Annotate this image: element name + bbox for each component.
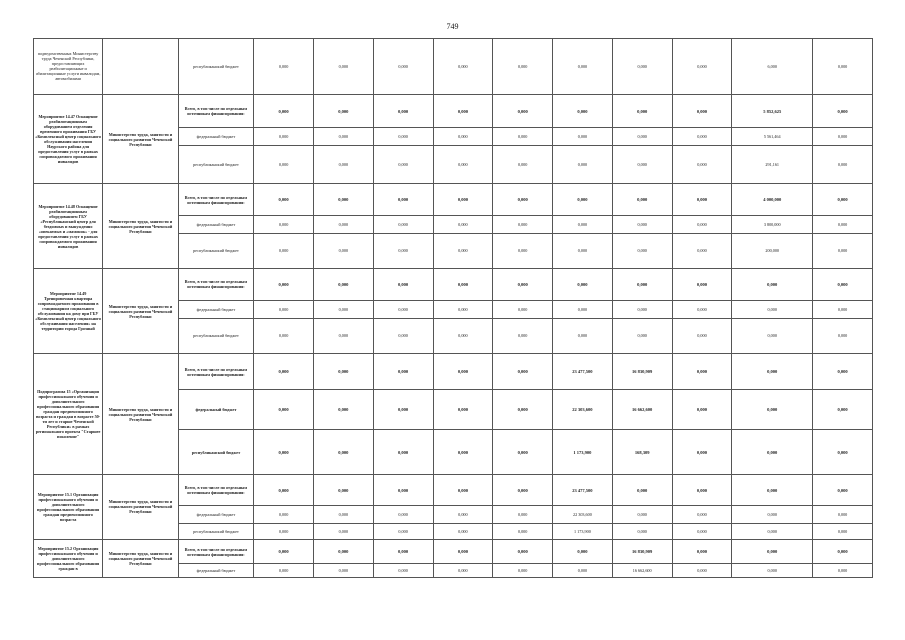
amount-cell: 0,000 <box>493 318 553 354</box>
amount-cell: 0,000 <box>672 506 732 524</box>
amount-cell: 0,000 <box>373 318 433 354</box>
amount-cell: 16 830,909 <box>612 354 672 390</box>
amount-cell: 0,000 <box>373 269 433 300</box>
amount-cell: 0,000 <box>612 184 672 215</box>
funding-source: Всего, в том числе по отдельным источникам финансирования: <box>178 539 254 564</box>
amount-cell: 0,000 <box>313 128 373 146</box>
amount-cell: 0,000 <box>313 524 373 540</box>
amount-cell: 0,000 <box>254 128 314 146</box>
amount-cell: 0,000 <box>493 390 553 430</box>
amount-cell: 0,000 <box>313 390 373 430</box>
funding-source: республиканский бюджет <box>178 233 254 269</box>
amount-cell: 5 852,625 <box>732 94 813 128</box>
amount-cell: 0,000 <box>493 184 553 215</box>
funding-source: федеральный бюджет <box>178 300 254 318</box>
amount-cell: 0,000 <box>493 146 553 184</box>
amount-cell: 0,000 <box>813 475 873 506</box>
amount-cell: 0,000 <box>672 269 732 300</box>
amount-cell: 0,000 <box>373 524 433 540</box>
funding-source: республиканский бюджет <box>178 39 254 95</box>
amount-cell: 16 662,600 <box>612 564 672 578</box>
amount-cell: 0,000 <box>493 39 553 95</box>
amount-cell: 0,000 <box>672 354 732 390</box>
amount-cell: 0,000 <box>313 184 373 215</box>
amount-cell: 0,000 <box>672 146 732 184</box>
amount-cell: 0,000 <box>493 269 553 300</box>
amount-cell: 0,000 <box>433 39 493 95</box>
amount-cell: 0,000 <box>493 94 553 128</box>
amount-cell: 0,000 <box>313 430 373 475</box>
amount-cell: 0,000 <box>813 354 873 390</box>
amount-cell: 0,000 <box>254 94 314 128</box>
amount-cell: 0,000 <box>254 506 314 524</box>
amount-cell: 0,000 <box>612 233 672 269</box>
amount-cell: 0,000 <box>254 300 314 318</box>
amount-cell: 0,000 <box>433 506 493 524</box>
amount-cell: 0,000 <box>553 94 613 128</box>
amount-cell: 0,000 <box>672 233 732 269</box>
amount-cell: 0,000 <box>612 128 672 146</box>
responsible-executor: Министерство труда, занятости и социального развития Чеченской Республики <box>103 269 179 354</box>
amount-cell: 0,000 <box>493 475 553 506</box>
amount-cell: 6,000 <box>732 39 813 95</box>
amount-cell: 0,000 <box>732 354 813 390</box>
amount-cell: 200,000 <box>732 233 813 269</box>
amount-cell: 0,000 <box>313 94 373 128</box>
amount-cell: 0,000 <box>813 300 873 318</box>
amount-cell: 0,000 <box>433 128 493 146</box>
measure-name: Мероприятие 14.49 Тренировочная квартира сопровождаемого проживания в стационарном социального обслуживания на дому при ГБУ «Комплексный центр социального обслуживания населения» на территории города Грозный <box>34 269 103 354</box>
amount-cell: 0,000 <box>612 39 672 95</box>
amount-cell: 0,000 <box>254 184 314 215</box>
amount-cell: 0,000 <box>553 318 613 354</box>
amount-cell: 1 173,900 <box>553 430 613 475</box>
amount-cell: 0,000 <box>553 233 613 269</box>
funding-source: республиканский бюджет <box>178 430 254 475</box>
amount-cell: 0,000 <box>254 146 314 184</box>
amount-cell: 0,000 <box>493 524 553 540</box>
amount-cell: 0,000 <box>493 300 553 318</box>
amount-cell: 0,000 <box>373 506 433 524</box>
amount-cell: 0,000 <box>373 539 433 564</box>
amount-cell: 0,000 <box>732 524 813 540</box>
funding-source: федеральный бюджет <box>178 128 254 146</box>
budget-table <box>33 38 873 578</box>
amount-cell: 0,000 <box>672 300 732 318</box>
amount-cell: 0,000 <box>732 506 813 524</box>
amount-cell: 0,000 <box>612 269 672 300</box>
amount-cell: 0,000 <box>313 318 373 354</box>
amount-cell: 0,000 <box>672 318 732 354</box>
amount-cell: 22 303,600 <box>553 390 613 430</box>
amount-cell: 0,000 <box>433 539 493 564</box>
amount-cell: 0,000 <box>612 475 672 506</box>
amount-cell: 0,000 <box>553 146 613 184</box>
amount-cell: 0,000 <box>433 390 493 430</box>
funding-source: Всего, в том числе по отдельным источникам финансирования: <box>178 354 254 390</box>
measure-name: Мероприятие 15.1 Организация профессионального обучения и дополнительного профессионального образования граждан предпенсионного возраста <box>34 475 103 540</box>
responsible-executor: Министерство труда, занятости и социального развития Чеченской Республики <box>103 94 179 183</box>
amount-cell: 0,000 <box>672 184 732 215</box>
amount-cell: 0,000 <box>254 390 314 430</box>
amount-cell: 0,000 <box>732 390 813 430</box>
amount-cell: 0,000 <box>254 269 314 300</box>
amount-cell: 0,000 <box>313 564 373 578</box>
amount-cell: 0,000 <box>433 318 493 354</box>
measure-name: Мероприятие 14.48 Оснащение реабилитационным оборудованием ГБУ «Республиканский центр для бездомных и вынужденно «опекаемых и «мамонок» - для предоставления услуг в рамках сопровождаемого проживания инвалидов <box>34 184 103 269</box>
funding-source: Всего, в том числе по отдельным источникам финансирования: <box>178 269 254 300</box>
table-body <box>34 39 873 578</box>
amount-cell: 0,000 <box>813 215 873 233</box>
amount-cell: 0,000 <box>612 524 672 540</box>
amount-cell: 0,000 <box>373 390 433 430</box>
amount-cell: 0,000 <box>254 233 314 269</box>
amount-cell: 0,000 <box>493 233 553 269</box>
amount-cell: 291,161 <box>732 146 813 184</box>
amount-cell: 1 173,900 <box>553 524 613 540</box>
amount-cell: 0,000 <box>672 524 732 540</box>
amount-cell: 0,000 <box>612 318 672 354</box>
amount-cell: 0,000 <box>672 215 732 233</box>
amount-cell: 0,000 <box>553 215 613 233</box>
amount-cell: 4 000,000 <box>732 184 813 215</box>
amount-cell: 0,000 <box>553 39 613 95</box>
amount-cell: 0,000 <box>732 564 813 578</box>
funding-source: республиканский бюджет <box>178 146 254 184</box>
amount-cell: 0,000 <box>493 539 553 564</box>
amount-cell: 0,000 <box>254 475 314 506</box>
table-row <box>34 39 873 95</box>
amount-cell: 0,000 <box>254 539 314 564</box>
amount-cell: 0,000 <box>813 128 873 146</box>
funding-source: федеральный бюджет <box>178 506 254 524</box>
amount-cell: 0,000 <box>254 430 314 475</box>
amount-cell: 0,000 <box>373 354 433 390</box>
amount-cell: 0,000 <box>493 354 553 390</box>
amount-cell: 0,000 <box>493 564 553 578</box>
amount-cell: 0,000 <box>373 233 433 269</box>
amount-cell: 0,000 <box>813 390 873 430</box>
table-row <box>34 269 873 300</box>
amount-cell: 0,000 <box>553 269 613 300</box>
amount-cell: 0,000 <box>553 539 613 564</box>
amount-cell: 0,000 <box>373 128 433 146</box>
amount-cell: 0,000 <box>672 390 732 430</box>
amount-cell: 0,000 <box>433 233 493 269</box>
amount-cell: 0,000 <box>254 524 314 540</box>
amount-cell: 0,000 <box>672 430 732 475</box>
funding-source: Всего, в том числе по отдельным источникам финансирования: <box>178 475 254 506</box>
amount-cell: 0,000 <box>732 430 813 475</box>
amount-cell: 0,000 <box>373 184 433 215</box>
table-row <box>34 475 873 506</box>
amount-cell: 0,000 <box>433 184 493 215</box>
amount-cell: 0,000 <box>813 39 873 95</box>
amount-cell: 0,000 <box>254 564 314 578</box>
amount-cell: 0,000 <box>313 300 373 318</box>
amount-cell: 0,000 <box>813 539 873 564</box>
funding-source: республиканский бюджет <box>178 524 254 540</box>
amount-cell: 16 830,909 <box>612 539 672 564</box>
measure-name: Мероприятие 14.47 Оснащение реабилитационным оборудованием отделения временного проживания ГБУ «Комплексный центр социального обслуживания населения Наурского района для предоставления услуг в рамках сопровождаемого проживания инвалидов <box>34 94 103 183</box>
amount-cell: 0,000 <box>254 354 314 390</box>
amount-cell: 0,000 <box>612 300 672 318</box>
page-number: 749 <box>446 22 459 31</box>
amount-cell: 0,000 <box>553 184 613 215</box>
funding-source: федеральный бюджет <box>178 215 254 233</box>
amount-cell: 0,000 <box>553 300 613 318</box>
responsible-executor: Министерство труда, занятости и социального развития Чеченской Республики <box>103 354 179 475</box>
amount-cell: 0,000 <box>813 233 873 269</box>
amount-cell: 0,000 <box>433 354 493 390</box>
table-row <box>34 354 873 390</box>
amount-cell: 23 477,500 <box>553 475 613 506</box>
amount-cell: 0,000 <box>612 94 672 128</box>
amount-cell: 0,000 <box>732 475 813 506</box>
amount-cell: 0,000 <box>813 506 873 524</box>
amount-cell: 0,000 <box>493 128 553 146</box>
amount-cell: 0,000 <box>373 146 433 184</box>
responsible-executor: Министерство труда, занятости и социального развития Чеченской Республики <box>103 539 179 577</box>
amount-cell: 0,000 <box>672 39 732 95</box>
amount-cell: 0,000 <box>254 318 314 354</box>
amount-cell: 0,000 <box>612 146 672 184</box>
amount-cell: 0,000 <box>672 128 732 146</box>
amount-cell: 0,000 <box>373 94 433 128</box>
amount-cell: 0,000 <box>612 506 672 524</box>
amount-cell: 0,000 <box>732 300 813 318</box>
measure-name: Подпрограмма 15 «Организация профессионального обучения и дополнительного профессионального образования граждан предпенсионного возраста и граждан в возрасте 50-ти лет и старше Чеченской Республики» в рамках регионального проекта "Старшее поколение" <box>34 354 103 475</box>
amount-cell: 0,000 <box>313 39 373 95</box>
funding-source: федеральный бюджет <box>178 390 254 430</box>
amount-cell: 0,000 <box>433 524 493 540</box>
amount-cell: 0,000 <box>813 269 873 300</box>
amount-cell: 0,000 <box>813 94 873 128</box>
amount-cell: 0,000 <box>732 269 813 300</box>
funding-source: республиканский бюджет <box>178 318 254 354</box>
amount-cell: 0,000 <box>433 430 493 475</box>
amount-cell: 0,000 <box>813 430 873 475</box>
amount-cell: 0,000 <box>373 475 433 506</box>
amount-cell: 0,000 <box>373 564 433 578</box>
table-row <box>34 539 873 564</box>
amount-cell: 0,000 <box>433 300 493 318</box>
amount-cell: 0,000 <box>373 215 433 233</box>
responsible-executor: Министерство труда, занятости и социального развития Чеченской Республики <box>103 475 179 540</box>
amount-cell: 0,000 <box>313 215 373 233</box>
amount-cell: 0,000 <box>813 146 873 184</box>
amount-cell: 0,000 <box>433 564 493 578</box>
amount-cell: 0,000 <box>313 146 373 184</box>
amount-cell: 0,000 <box>313 354 373 390</box>
responsible-executor: Министерство труда, занятости и социального развития Чеченской Республики <box>103 184 179 269</box>
amount-cell: 0,000 <box>672 475 732 506</box>
amount-cell: 0,000 <box>254 215 314 233</box>
measure-name: Мероприятие 15.2 Организация профессионального обучения и дополнительного профессионального образования граждан в <box>34 539 103 577</box>
amount-cell: 0,000 <box>493 215 553 233</box>
amount-cell: 0,000 <box>313 233 373 269</box>
amount-cell: 0,000 <box>433 215 493 233</box>
table-row <box>34 94 873 128</box>
amount-cell: 0,000 <box>433 475 493 506</box>
amount-cell: 168,309 <box>612 430 672 475</box>
amount-cell: 0,000 <box>373 39 433 95</box>
amount-cell: 0,000 <box>553 564 613 578</box>
amount-cell: 5 561,464 <box>732 128 813 146</box>
amount-cell: 0,000 <box>493 430 553 475</box>
amount-cell: 0,000 <box>553 128 613 146</box>
amount-cell: 0,000 <box>672 564 732 578</box>
funding-source: Всего, в том числе по отдельным источникам финансирования: <box>178 94 254 128</box>
amount-cell: 0,000 <box>813 184 873 215</box>
amount-cell: 22 303,600 <box>553 506 613 524</box>
amount-cell: 0,000 <box>313 539 373 564</box>
amount-cell: 0,000 <box>493 506 553 524</box>
funding-source: Всего, в том числе по отдельным источникам финансирования: <box>178 184 254 215</box>
amount-cell: 0,000 <box>313 506 373 524</box>
amount-cell: 0,000 <box>373 300 433 318</box>
funding-source: федеральный бюджет <box>178 564 254 578</box>
amount-cell: 3 800,000 <box>732 215 813 233</box>
amount-cell: 0,000 <box>373 430 433 475</box>
measure-name: подведомственных Министерству труда Чеченской Республики, предоставляющих реабилитационные и абилитационные услуги инвалидам, автомобилями <box>34 39 103 95</box>
amount-cell: 0,000 <box>254 39 314 95</box>
amount-cell: 0,000 <box>433 146 493 184</box>
amount-cell: 0,000 <box>612 215 672 233</box>
amount-cell: 0,000 <box>813 564 873 578</box>
amount-cell: 0,000 <box>313 475 373 506</box>
amount-cell: 0,000 <box>313 269 373 300</box>
amount-cell: 0,000 <box>732 318 813 354</box>
amount-cell: 0,000 <box>672 539 732 564</box>
amount-cell: 0,000 <box>813 524 873 540</box>
table-row <box>34 184 873 215</box>
amount-cell: 23 477,500 <box>553 354 613 390</box>
amount-cell: 0,000 <box>672 94 732 128</box>
amount-cell: 16 662,600 <box>612 390 672 430</box>
amount-cell: 0,000 <box>813 318 873 354</box>
responsible-executor <box>103 39 179 95</box>
amount-cell: 0,000 <box>732 539 813 564</box>
amount-cell: 0,000 <box>433 94 493 128</box>
amount-cell: 0,000 <box>433 269 493 300</box>
